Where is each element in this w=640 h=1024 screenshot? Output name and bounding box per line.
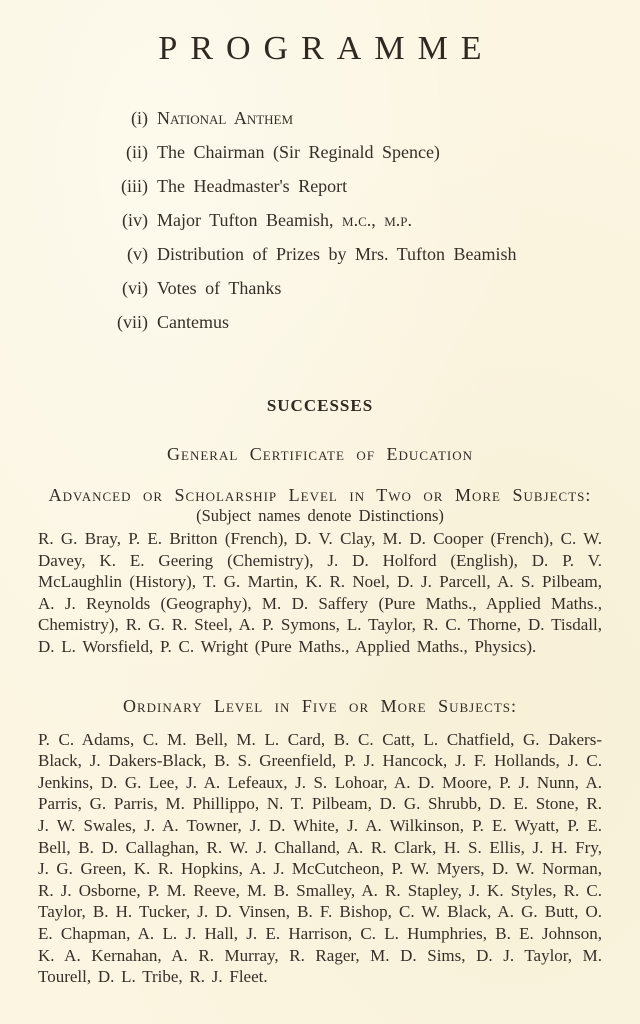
programme-item (0, 278, 640, 312)
page-title: PROGRAMME (158, 30, 495, 67)
gce-heading: General Certificate of Education (167, 444, 473, 464)
item-honorifics: m.c., m.p. (342, 210, 413, 230)
programme-item (0, 108, 640, 142)
item-label: Cantemus (157, 312, 229, 332)
advanced-level-names: R. G. Bray, P. E. Britton (French), D. V. Clay, M. D. Cooper (French), C. W. Davey, K. E. Geering (Chemistry), J. D. Holford (English), D. P. V. McLaughlin (History), T. G. Martin, K. R. Noel, D. J. Parcell, A. S. Pilbeam, A. J. Reynolds (Geography), M. D. Saffery (Pure Maths., Applied Maths., Chemistry), R. G. R. Steel, A. P. Symons, L. Taylor, R. C. Thorne, D. Tisdall, D. L. Worsfield, P. C. Wright (Pure Maths., Applied Maths., Physics). (38, 529, 602, 656)
programme-list (0, 108, 640, 346)
ordinary-level-heading: Ordinary Level in Five or More Subjects: (122, 695, 518, 716)
item-label: Votes of Thanks (157, 278, 282, 298)
item-numeral: (v) (127, 244, 148, 264)
item-numeral: (i) (131, 108, 148, 128)
item-label: Distribution of Prizes by Mrs. Tufton Beamish (157, 244, 517, 264)
item-numeral: (vii) (117, 312, 148, 332)
item-numeral: (vi) (122, 278, 148, 298)
item-numeral: (iv) (122, 210, 148, 230)
distinctions-note: (Subject names denote Distinctions) (196, 506, 444, 525)
ordinary-level-names: P. C. Adams, C. M. Bell, M. L. Card, B. C. Catt, L. Chatfield, G. Dakers-Black, J. Dakers-Black, B. S. Greenfield, P. J. Hancock, J. F. Hollands, J. C. Jenkins, D. G. Lee, J. A. Lefeaux, J. S. Lohoar, A. D. Moore, P. J. Nunn, A. Parris, G. Parris, M. Phillippo, N. T. Pilbeam, D. G. Shrubb, D. E. Stone, R. J. W. Swales, J. A. Towner, J. D. White, J. A. Wilkinson, P. E. Wyatt, P. E. Bell, B. D. Callaghan, R. W. J. Challand, A. R. Clark, H. S. Ellis, J. H. Fry, J. G. Green, K. R. Hopkins, A. J. McCutcheon, P. W. Myers, D. W. Norman, R. J. Osborne, P. M. Reeve, M. B. Smalley, A. R. Stapley, J. K. Styles, R. C. Taylor, B. H. Tucker, J. D. Vinsen, B. F. Bishop, C. W. Black, A. G. Butt, O. E. Chapman, A. L. J. Hall, J. E. Harrison, C. L. Humphries, B. E. Johnson, K. A. Kernahan, A. R. Murray, R. Rager, M. D. Sims, D. J. Taylor, M. Tourell, D. L. Tribe, R. J. Fleet. (38, 729, 602, 987)
item-label: National Anthem (157, 108, 294, 128)
successes-heading: SUCCESSES (266, 396, 374, 415)
item-label: The Chairman (Sir Reginald Spence) (157, 142, 440, 162)
programme-item (0, 312, 640, 346)
programme-item (0, 176, 640, 210)
advanced-level-heading: Advanced or Scholarship Level in Two or More Subjects: (48, 485, 592, 505)
item-label (157, 210, 412, 231)
programme-item (0, 210, 640, 244)
item-label: The Headmaster's Report (157, 176, 348, 196)
item-numeral: (iii) (121, 176, 148, 196)
programme-item (0, 244, 640, 278)
programme-item (0, 142, 640, 176)
item-label-text: Major Tufton Beamish, (157, 210, 334, 230)
item-numeral: (ii) (126, 142, 148, 162)
